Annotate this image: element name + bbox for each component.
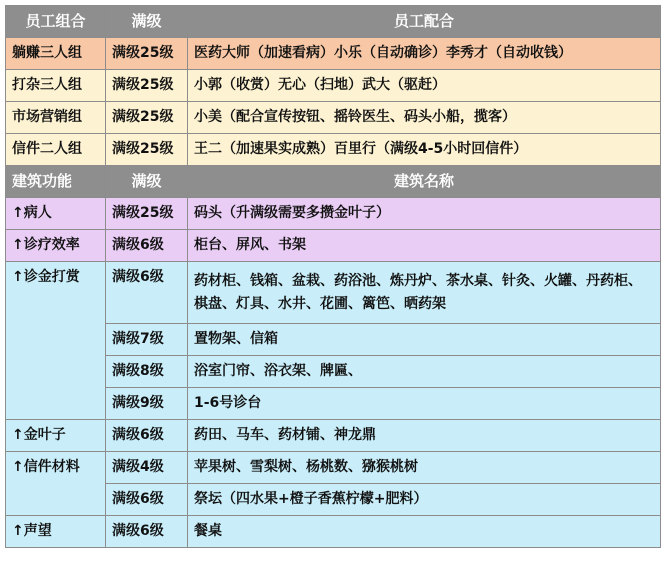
staff-group-cell: 打杂三人组	[6, 70, 106, 102]
staff-header-group: 员工组合	[6, 6, 106, 38]
building-names-cell: 置物架、信箱	[188, 324, 661, 356]
building-level-cell: 满级9级	[106, 388, 188, 420]
building-function-cell: ↑金叶子	[6, 420, 106, 452]
building-names-cell: 药田、马车、药材铺、神龙鼎	[188, 420, 661, 452]
building-level-cell: 满级7级	[106, 324, 188, 356]
staff-members-cell: 王二（加速果实成熟）百里行（满级4-5小时回信件）	[188, 134, 661, 166]
building-level-cell: 满级25级	[106, 198, 188, 230]
building-names-cell: 药材柜、钱箱、盆栽、药浴池、炼丹炉、茶水桌、针灸、火罐、丹药柜、棋盘、灯具、水井、花圃、篱笆、晒药架	[188, 262, 661, 324]
building-names-cell: 码头（升满级需要多攒金叶子）	[188, 198, 661, 230]
building-names-cell: 苹果树、雪梨树、杨桃数、猕猴桃树	[188, 452, 661, 484]
staff-level-cell: 满级25级	[106, 38, 188, 70]
building-level-cell: 满级6级	[106, 516, 188, 548]
building-names-cell: 柜台、屏风、书架	[188, 230, 661, 262]
building-header-names: 建筑名称	[188, 166, 661, 198]
table-row	[6, 134, 661, 166]
table-row	[6, 516, 661, 548]
game-guide-table	[5, 5, 661, 548]
table-row	[6, 420, 661, 452]
building-level-cell: 满级6级	[106, 230, 188, 262]
building-names-cell: 浴室门帘、浴衣架、牌匾、	[188, 356, 661, 388]
table-row	[6, 452, 661, 484]
building-header-function: 建筑功能	[6, 166, 106, 198]
building-function-cell: ↑信件材料	[6, 452, 106, 516]
building-header-level: 满级	[106, 166, 188, 198]
building-header-row	[6, 166, 661, 198]
building-function-cell: ↑病人	[6, 198, 106, 230]
building-names-cell: 1-6号诊台	[188, 388, 661, 420]
table-row	[6, 198, 661, 230]
staff-level-cell: 满级25级	[106, 102, 188, 134]
staff-group-cell: 市场营销组	[6, 102, 106, 134]
table-row	[6, 38, 661, 70]
building-function-cell: ↑声望	[6, 516, 106, 548]
building-names-cell: 祭坛（四水果+橙子香蕉柠檬+肥料）	[188, 484, 661, 516]
building-function-cell: ↑诊疗效率	[6, 230, 106, 262]
staff-members-cell: 小美（配合宣传按钮、摇铃医生、码头小船，揽客）	[188, 102, 661, 134]
building-level-cell: 满级8级	[106, 356, 188, 388]
staff-members-cell: 医药大师（加速看病）小乐（自动确诊）李秀才（自动收钱）	[188, 38, 661, 70]
table-row	[6, 70, 661, 102]
staff-group-cell: 信件二人组	[6, 134, 106, 166]
staff-group-cell: 躺赚三人组	[6, 38, 106, 70]
staff-level-cell: 满级25级	[106, 70, 188, 102]
staff-header-row	[6, 6, 661, 38]
staff-header-level: 满级	[106, 6, 188, 38]
table-row	[6, 102, 661, 134]
building-names-cell: 餐桌	[188, 516, 661, 548]
staff-level-cell: 满级25级	[106, 134, 188, 166]
building-level-cell: 满级6级	[106, 420, 188, 452]
building-level-cell: 满级4级	[106, 452, 188, 484]
building-function-cell: ↑诊金打赏	[6, 262, 106, 420]
staff-header-members: 员工配合	[188, 6, 661, 38]
table-row	[6, 262, 661, 324]
staff-members-cell: 小郭（收赏）无心（扫地）武大（驱赶）	[188, 70, 661, 102]
building-level-cell: 满级6级	[106, 484, 188, 516]
building-level-cell: 满级6级	[106, 262, 188, 324]
table-row	[6, 230, 661, 262]
